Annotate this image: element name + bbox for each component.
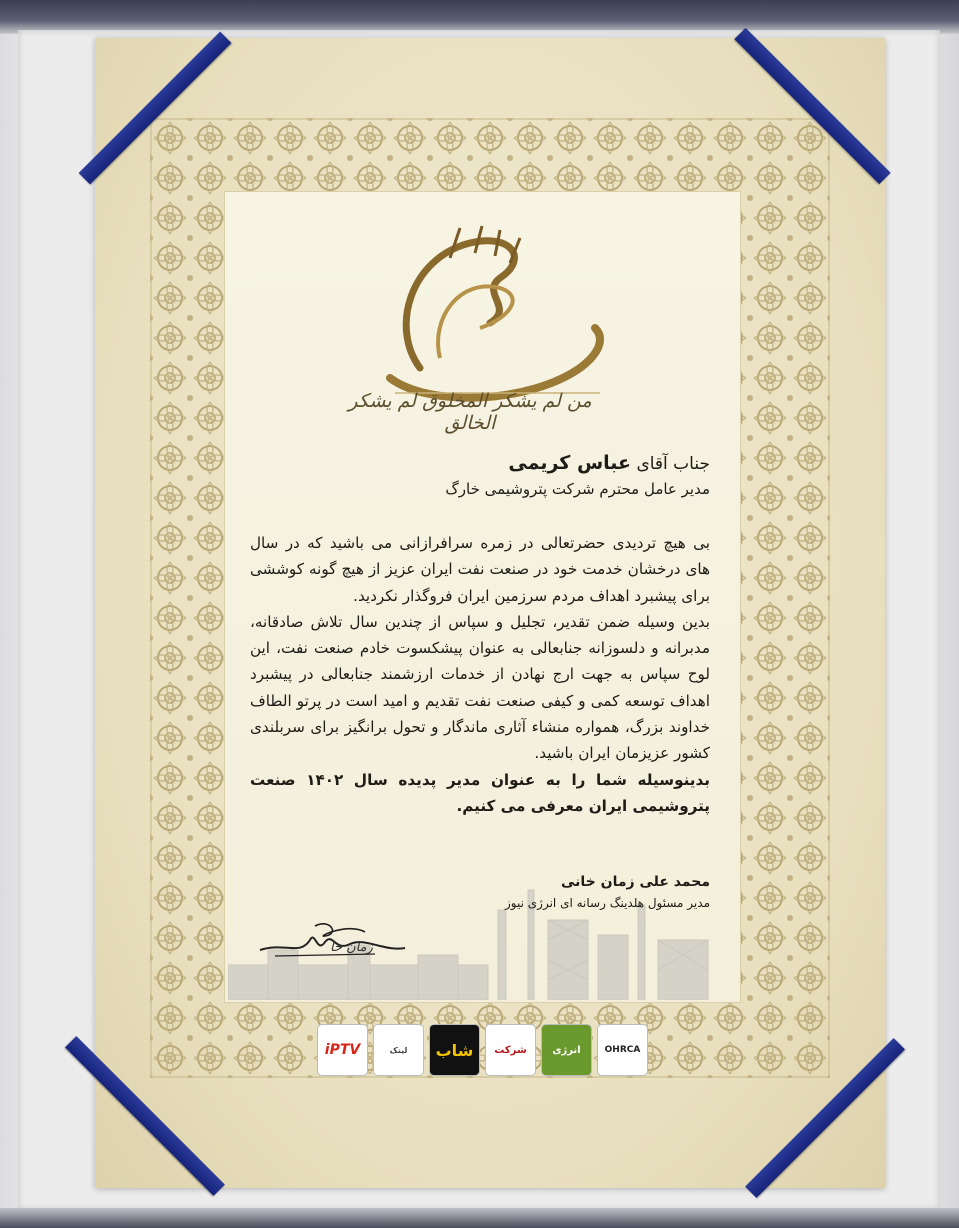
sponsor-logos [318, 1025, 648, 1081]
salutation [300, 452, 710, 474]
body-paragraph-2: بدین وسیله ضمن تقدیر، تجلیل و سپاس از چندین سال تلاش صادقانه، مدبرانه و دلسوزانه جنابعالی به عنوان پیشکسوت خادم صنعت نفت، این لوح سپاس به جهت ارج نهادن از خدمات ارزشمند جنابعالی در پیشبرد اهداف توسعه کمی و کیفی صنعت نفت تقدیم و امید است در پرتو الطاف خداوند بزرگ، همواره منشاء آثاری ماندگار و تحول برانگیز برای سربلندی کشور عزیزمان ایران باشید. [250, 612, 710, 763]
certificate-motto: من لم یشکر المخلوق لم یشکر الخالق [348, 390, 592, 434]
body-paragraph-1: بی هیچ تردیدی حضرتعالی در زمره سرافرازانی می باشید که در سال های درخشان خدمت خود در صنعت نفت ایران عزیز از هیچ گونه کوششی برای پیشبرد اهداف مردم سرزمین ایران فروگذار نکردید. [250, 534, 710, 605]
logo-energy: انرژی [542, 1025, 591, 1075]
logo-shab: شاب [430, 1025, 479, 1075]
signature-text: زمان خا [330, 940, 373, 955]
signer-title: مدیر مسئول هلدینگ رسانه ای انرژی نیوز [505, 896, 710, 910]
folder-bottom-edge [0, 1208, 959, 1228]
certificate-body [250, 530, 710, 819]
recipient-name: عباس کریمی [508, 452, 632, 474]
signature [255, 912, 455, 964]
logo-nioc: شرکت [486, 1025, 535, 1075]
closing-statement: بدینوسیله شما را به عنوان مدیر پدیده سال ۱۴۰۲ صنعت پتروشیمی ایران معرفی می کنیم. [250, 770, 710, 815]
recipient-position: مدیر عامل محترم شرکت پتروشیمی خارگ [445, 480, 710, 498]
signer-name: محمد علی زمان خانی [561, 874, 710, 890]
logo-link: لینک [374, 1025, 423, 1075]
logo-ohrca: OHRCA [598, 1025, 647, 1075]
salutation-prefix: جناب آقای [636, 454, 710, 474]
logo-iptv: iPTV [318, 1025, 367, 1075]
folder-top-edge [0, 0, 959, 34]
